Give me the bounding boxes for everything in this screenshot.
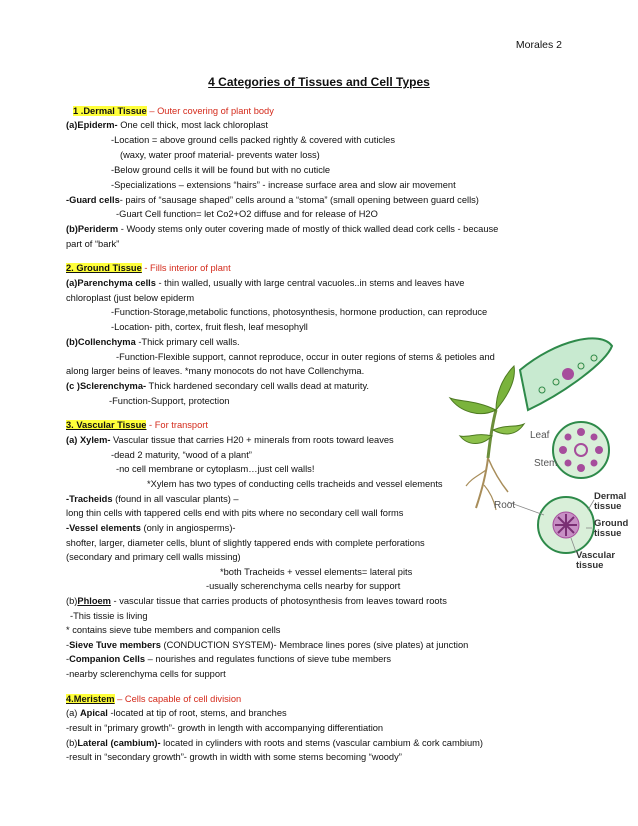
tracheids-text: (found in all vascular plants) – (112, 494, 239, 504)
collenchyma-text: -Thick primary cell walls. (135, 337, 240, 347)
lateral-label: Lateral (cambium)- (77, 738, 161, 748)
apical-text: -located at tip of root, stems, and branches (107, 708, 287, 718)
page-title: 4 Categories of Tissues and Cell Types (208, 75, 430, 89)
stem-section-illustration (553, 422, 609, 478)
section-3-heading: 3. Vascular Tissue (66, 420, 147, 430)
xylem-dead: -dead 2 maturity, “wood of a plant” (111, 450, 252, 460)
sieve-tube-line: -Sieve Tuve members (CONDUCTION SYSTEM)- Membrace lines pores (sive plates) at junction (66, 640, 469, 650)
vessel-elements-text: (only in angiosperms)- (140, 523, 236, 533)
periderm-continued: part of “bark” (66, 239, 120, 249)
tracheids-label: -Tracheids (66, 494, 113, 504)
phloem-support-note: -nearby sclerenchyma cells for support (66, 669, 226, 679)
vessel-elements-desc-2: (secondary and primary cell walls missing) (66, 552, 241, 562)
xylem-types: *Xylem has two types of conducting cells tracheids and vessel elements (147, 479, 443, 489)
apical-label: Apical (79, 708, 108, 718)
sclerenchyma-function: -Function-Support, protection (109, 396, 230, 406)
apical-line (66, 708, 287, 719)
phloem-label: Phloem (77, 596, 111, 606)
guard-cell-function: -Guart Cell function= let Co2+O2 diffuse and for release of H2O (116, 209, 378, 219)
parenchyma-continued: chloroplast (just below epiderm (66, 293, 195, 303)
section-1-heading-line (73, 106, 274, 117)
collenchyma-function: -Function-Flexible support, cannot reproduce, occur in outer regions of stems & petioles and (116, 352, 495, 362)
companion-cells-label: Companion Cells (69, 654, 146, 664)
companion-cells-line: -Companion Cells – nourishes and regulates functions of sieve tube members (66, 654, 392, 664)
sieve-tube-label: Sieve Tuve members (69, 640, 161, 650)
periderm-label: (b)Periderm (66, 224, 119, 234)
vascular-label-2: tissue (576, 560, 604, 571)
section-1-desc: – Outer covering of plant body (146, 106, 274, 116)
vessel-elements-label: -Vessel elements (66, 523, 141, 533)
sclerenchyma-text: Thick hardened secondary cell walls dead at maturity. (146, 381, 369, 391)
xylem-text: Vascular tissue that carries H20 + minerals from roots toward leaves (110, 435, 394, 445)
xylem-line (66, 435, 394, 446)
tracheids-desc: long thin cells with tappered cells end with pits where no secondary cell wall forms (66, 508, 404, 518)
guard-cells-text: - pairs of “sausage shaped” cells around a “stoma” (small opening between guard cells) (119, 195, 479, 205)
epiderm-specializations: -Specializations – extensions “hairs” - increase surface area and slow air movement (111, 180, 456, 190)
apical-result: -result in “primary growth”- growth in length with accompanying differentiation (66, 723, 384, 733)
ground-label-1: Ground (594, 518, 629, 529)
root-section-illustration (538, 497, 594, 553)
section-3-heading-line (66, 420, 208, 431)
stem-label: Stem (534, 458, 558, 469)
plant-tissue-diagram (416, 340, 629, 571)
tracheids-line (66, 494, 239, 505)
root-label: Root (494, 500, 516, 511)
section-3-desc: - For transport (146, 420, 208, 430)
sclerenchyma-line (66, 381, 369, 392)
epiderm-location: -Location = above ground cells packed rightly & covered with cuticles (111, 135, 395, 145)
epiderm-waxy: (waxy, water proof material- prevents water loss) (120, 150, 320, 160)
periderm-text: - Woody stems only outer covering made of mostly of thick walled dead cork cells - because (118, 224, 499, 234)
phloem-line (66, 596, 447, 607)
section-4-heading: 4.Meristem (66, 694, 115, 704)
section-4-desc: – Cells capable of cell division (114, 694, 242, 704)
epiderm-line (66, 120, 268, 131)
ground-label-2: tissue (594, 528, 622, 539)
lateral-result: -result in “secondary growth”- growth in width with some stems becoming “woody” (66, 752, 402, 762)
seedling-illustration (450, 366, 524, 510)
xylem-no-cell: -no cell membrane or cytoplasm…just cell walls! (116, 464, 315, 474)
section-2-desc: - Fills interior of plant (141, 263, 231, 273)
dermal-label-2: tissue (594, 501, 622, 512)
xylem-label: (a) Xylem- (66, 435, 111, 445)
collenchyma-line (66, 337, 240, 348)
parenchyma-function: -Function-Storage,metabolic functions, photosynthesis, hormone production, can reproduce (111, 307, 488, 317)
parenchyma-location: -Location- pith, cortex, fruit flesh, leaf mesophyll (111, 322, 308, 332)
phloem-prefix: (b) (66, 596, 78, 606)
companion-cells-text: – nourishes and regulates functions of sieve tube members (145, 654, 392, 664)
section-1-heading: 1 .Dermal Tissue (73, 106, 147, 116)
both-tracheids-note: *both Tracheids + vessel elements= lateral pits (220, 567, 413, 577)
phloem-living: -This tissie is living (70, 611, 148, 621)
leaf-label: Leaf (530, 430, 550, 441)
parenchyma-label: (a)Parenchyma cells (66, 278, 156, 288)
dermal-label-1: Dermal (594, 491, 627, 502)
sclerenchyma-label: (c )Sclerenchyma- (66, 381, 147, 391)
guard-cells-line (66, 195, 479, 206)
periderm-line (66, 224, 498, 235)
phloem-text: - vascular tissue that carries products of photosynthesis from leaves toward roots (110, 596, 447, 606)
section-4-heading-line (66, 694, 241, 705)
lateral-line (66, 738, 483, 749)
epiderm-below-ground: -Below ground cells it will be found but with no cuticle (111, 165, 331, 175)
sclerenchyma-nearby-note: -usually scherenchyma cells nearby for support (206, 581, 401, 591)
sieve-tube-text: (CONDUCTION SYSTEM)- Membrace lines pores (sive plates) at junction (160, 640, 469, 650)
collenchyma-label: (b)Collenchyma (66, 337, 136, 347)
lateral-text: located in cylinders with roots and stems (vascular cambium & cork cambium) (160, 738, 483, 748)
section-2-heading-line (66, 263, 231, 274)
collenchyma-continued: along larger beins of leaves. *many monocots do not have Collenchyma. (66, 366, 365, 376)
parenchyma-text: - thin walled, usually with large central vacuoles..in stems and leaves have (155, 278, 465, 288)
vessel-elements-desc: shofter, larger, diameter cells, blunt of slightly tappered ends with complete perforations (66, 538, 425, 548)
parenchyma-line (66, 278, 464, 289)
phloem-contains: * contains sieve tube members and companion cells (66, 625, 281, 635)
page-header-name: Morales 2 (515, 39, 562, 51)
guard-cells-label: -Guard cells (66, 195, 120, 205)
vessel-elements-line (66, 523, 236, 534)
epiderm-label: (a)Epiderm- (66, 120, 118, 130)
lateral-prefix: (b) (66, 738, 78, 748)
epiderm-text: One cell thick, most lack chloroplast (117, 120, 269, 130)
section-2-heading: 2. Ground Tissue (66, 263, 142, 273)
leaf-section-illustration (520, 338, 612, 410)
apical-prefix: (a) (66, 708, 80, 718)
vascular-label-1: Vascular (576, 550, 616, 561)
